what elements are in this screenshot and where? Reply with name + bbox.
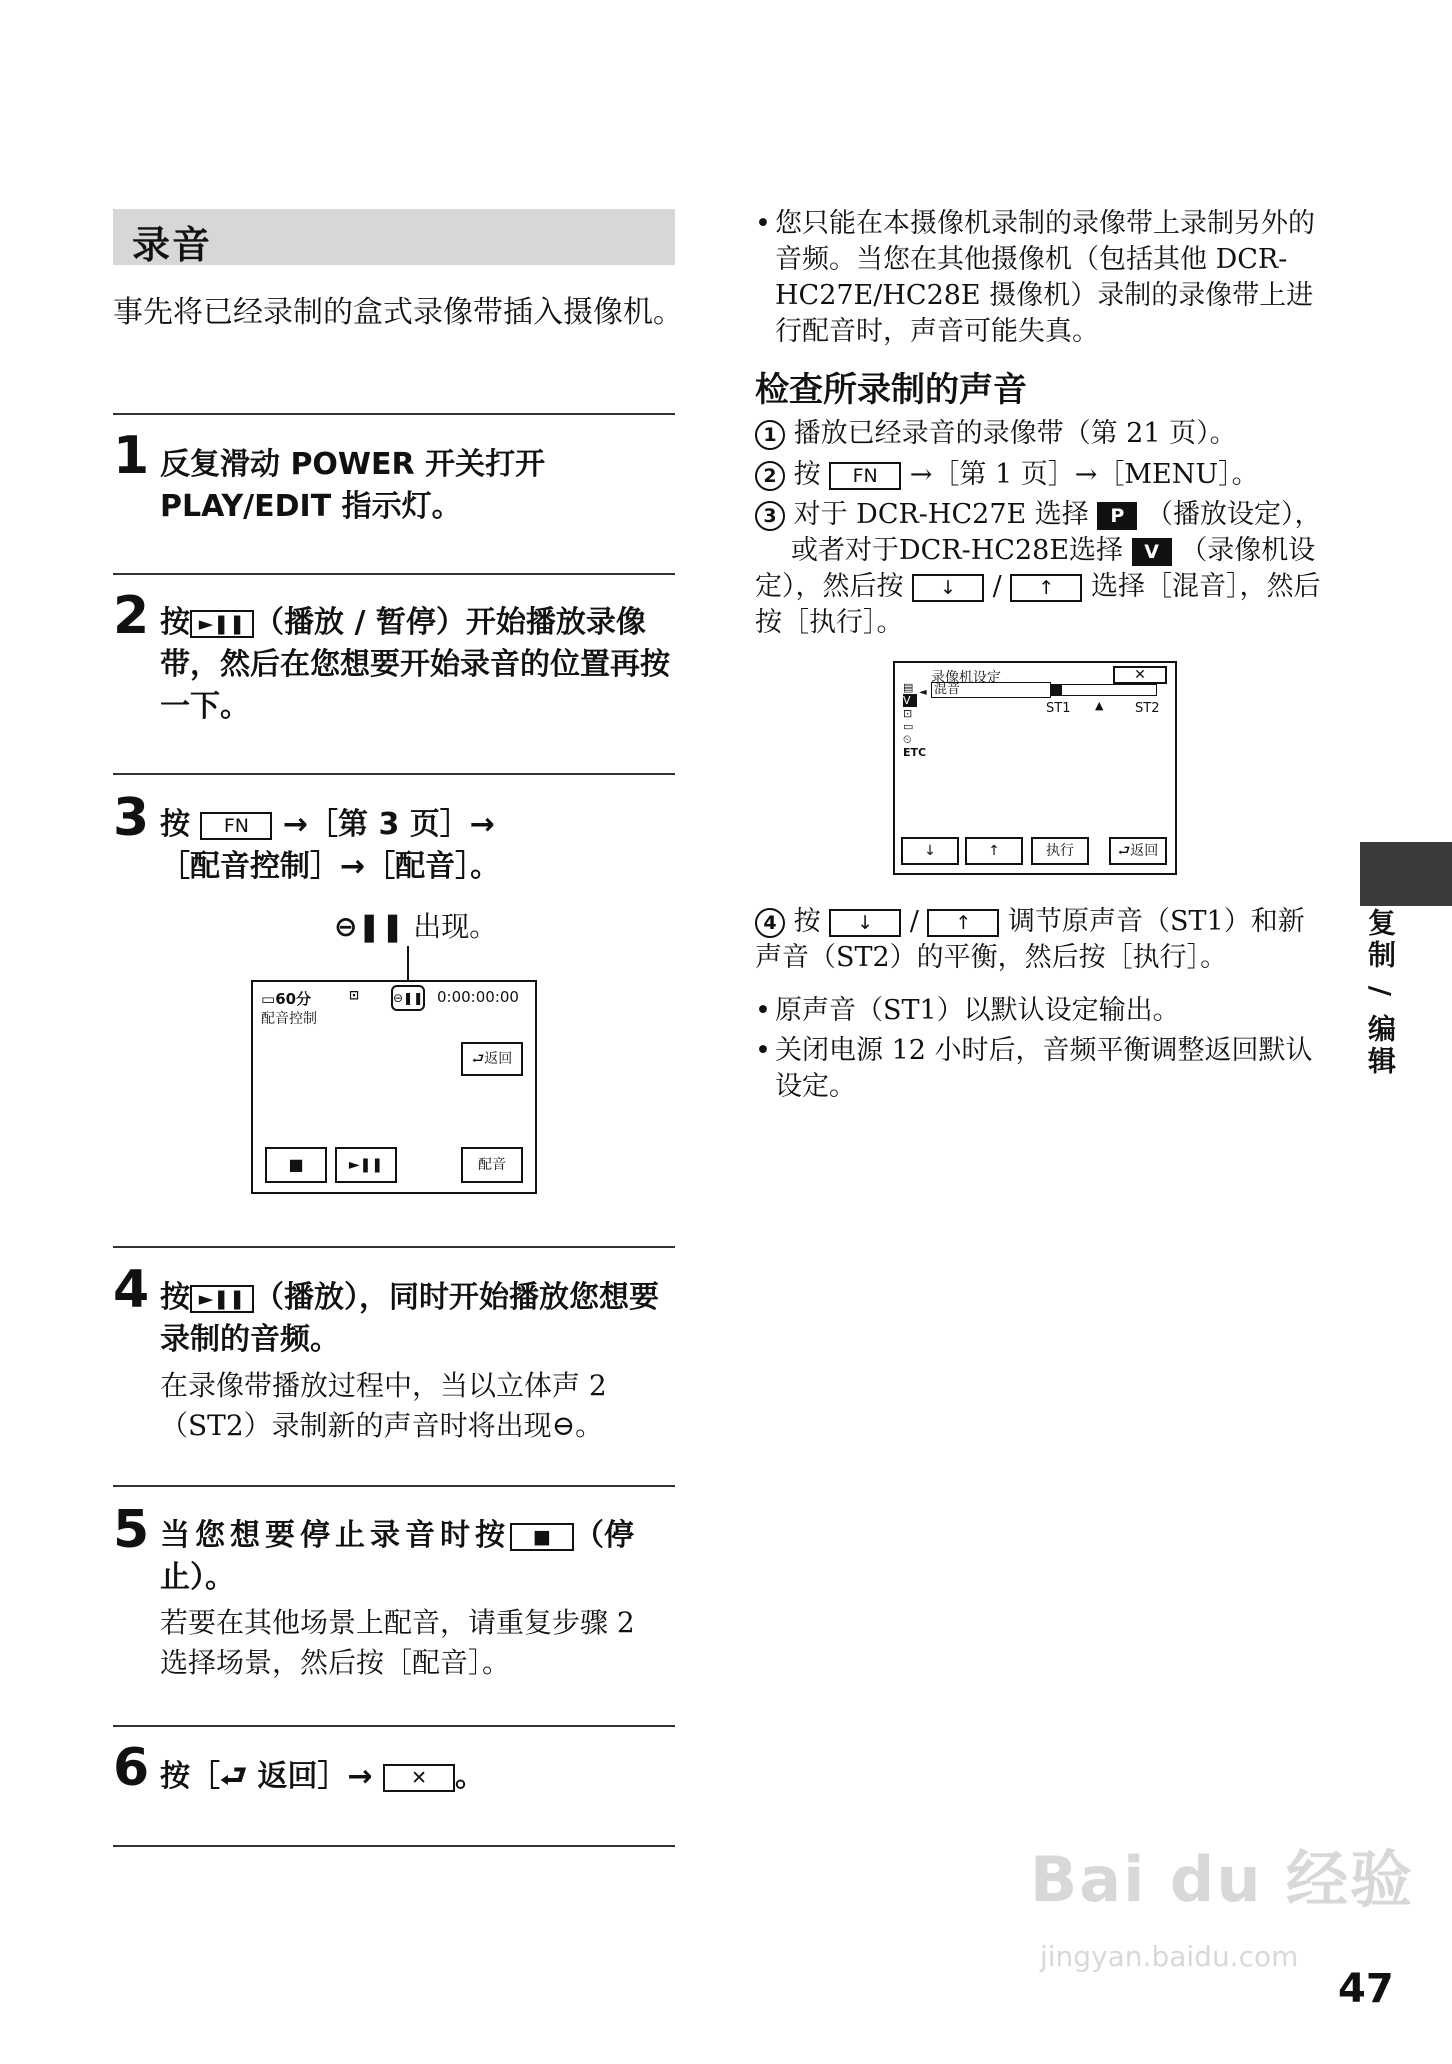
fn-key: FN (829, 462, 901, 490)
section-title: 录音 (132, 223, 213, 267)
check-item-4: 4 按 ↓ / ↑ 调节原声音（ST1）和新声音（ST2）的平衡，然后按［执行］。 (755, 906, 1305, 973)
step-3-text: 按 FN →［第 3 页］→ ［配音控制］→［配音］。 (160, 807, 501, 884)
chapter-label: 复制 / 编辑 (1364, 908, 1397, 1078)
dub-control-screen (251, 980, 537, 1194)
step-1-number: 1 (113, 426, 150, 486)
step-2-number: 2 (113, 586, 150, 646)
down-key: ↓ (829, 909, 901, 937)
tape-icon: ⊡ (903, 707, 913, 720)
down-button[interactable]: ↓ (901, 837, 959, 865)
step-5-number: 5 (113, 1500, 150, 1560)
divider (113, 773, 675, 775)
play-pause-icon: ►❚❚ (348, 1157, 384, 1173)
selection-arrow-icon: ◄ (919, 687, 927, 698)
dub-indicator-icon: ⊖❚❚ (334, 910, 405, 943)
vcr-settings-icon: V (1132, 538, 1172, 566)
dub-icon-caption: ⊖❚❚ 出现。 (334, 910, 498, 943)
step-4-text: 按 ►❚❚ （播放），同时开始播放您想要录制的音频。 (160, 1280, 659, 1357)
return-icon: ⮐ (1117, 843, 1131, 859)
step-4-number: 4 (113, 1260, 150, 1320)
up-key: ↑ (1010, 574, 1082, 602)
step-4-note: 在录像带播放过程中，当以立体声 2（ST2）录制新的声音时将出现⊖。 (160, 1369, 607, 1442)
step-1-text: 反复滑动 POWER 开关打开 PLAY/EDIT 指示灯。 (160, 447, 546, 524)
menu-title: 录像机设定 (931, 670, 1001, 686)
callout-line (407, 946, 409, 980)
st2-record-icon: ⊖ (551, 1409, 576, 1442)
return-button[interactable]: ⮐返回 (461, 1042, 523, 1076)
tape-icon: ⊡ (349, 988, 360, 1002)
step-5-note: 若要在其他场景上配音，请重复步骤 2 选择场景，然后按［配音］。 (160, 1606, 635, 1679)
return-icon: ⮐ (220, 1759, 247, 1794)
mode-label: 配音控制 (261, 1011, 317, 1027)
watermark-url: jingyan.baidu.com (1040, 1940, 1299, 1973)
page-number: 47 (1338, 1966, 1394, 2012)
section-intro: 事先将已经录制的盒式录像带插入摄像机。 (113, 295, 683, 330)
memory-icon: ▤ (903, 681, 914, 694)
st1-label: ST1 (1046, 701, 1071, 716)
return-button[interactable]: ⮐返回 (1109, 837, 1167, 865)
close-button[interactable]: ✕ (1113, 666, 1167, 684)
balance-fill (1052, 685, 1062, 695)
bullet-1: • 原声音（ST1）以默认设定输出。 (755, 995, 1180, 1026)
fn-key: FN (200, 812, 272, 840)
check-item-3: 3 对于 DCR-HC27E 选择 P （播放设定）， 或者对于DCR-HC28E选择 V （录像机设定），然后按 ↓ / ↑ 选择［混音］，然后按［执行］。 (755, 499, 1322, 638)
step-5-text: 当您想要停止录音时按 ■ （停止）。 (160, 1518, 634, 1595)
battery-indicator: ▭60分 (261, 990, 312, 1008)
divider (113, 1485, 675, 1487)
vcr-icon: V (903, 694, 917, 707)
up-key: ↑ (927, 909, 999, 937)
watermark-logo: Bai du 经验 (1030, 1843, 1415, 1916)
divider (113, 1725, 675, 1727)
clock-icon: ⏲ (903, 733, 912, 746)
mix-item[interactable]: 混音 (931, 682, 1051, 698)
play-pause-button[interactable] (335, 1147, 397, 1183)
chapter-tab (1360, 842, 1452, 906)
balance-pointer-icon: ▲ (1095, 699, 1104, 712)
balance-slider[interactable] (1051, 684, 1157, 696)
divider (113, 1845, 675, 1847)
timecode: 0:00:00:00 (437, 988, 519, 1006)
divider (113, 573, 675, 575)
check-item-1: 1 播放已经录音的录像带（第 21 页）。 (755, 416, 1325, 452)
playback-settings-icon: P (1097, 502, 1137, 530)
play-pause-key-icon: ►❚❚ (190, 610, 254, 638)
etc-icon: ETC (903, 746, 927, 759)
note-bullet: • 您只能在本摄像机录制的录像带上录制另外的音频。当您在其他摄像机（包括其他 DCR-HC27E/HC28E 摄像机）录制的录像带上进行配音时，声音可能失真。 (755, 208, 1315, 347)
step-6-text: 按［⮐ 返回］→ ✕ 。 (160, 1759, 486, 1794)
up-button[interactable]: ↑ (965, 837, 1023, 865)
play-pause-key-icon: ►❚❚ (190, 1285, 254, 1313)
bullet-2: • 关闭电源 12 小时后，音频平衡调整返回默认设定。 (755, 1035, 1313, 1102)
check-title: 检查所录制的声音 (755, 370, 1027, 410)
check-item-2: 2 按 FN →［第 1 页］→［MENU］。 (755, 457, 1325, 493)
step-6-number: 6 (113, 1738, 150, 1798)
lcd-icon: ▭ (903, 720, 914, 733)
stop-icon: ■ (288, 1155, 304, 1174)
st2-label: ST2 (1135, 701, 1160, 716)
dub-button[interactable]: 配音 (461, 1147, 523, 1183)
step-3-number: 3 (113, 788, 150, 848)
down-key: ↓ (912, 574, 984, 602)
return-icon: ⮐ (471, 1051, 485, 1067)
divider (113, 1246, 675, 1248)
vcr-settings-screen (893, 661, 1177, 875)
dub-status-icon: ⊖❚❚ (391, 985, 425, 1011)
divider (113, 413, 675, 415)
stop-key-icon: ■ (510, 1523, 574, 1551)
execute-button[interactable]: 执行 (1031, 837, 1089, 865)
close-key-icon: ✕ (383, 1764, 455, 1792)
step-2-text: 按 ►❚❚ （播放 / 暂停）开始播放录像带，然后在您想要开始录音的位置再按一下。 (160, 605, 670, 724)
stop-button[interactable] (265, 1147, 327, 1183)
